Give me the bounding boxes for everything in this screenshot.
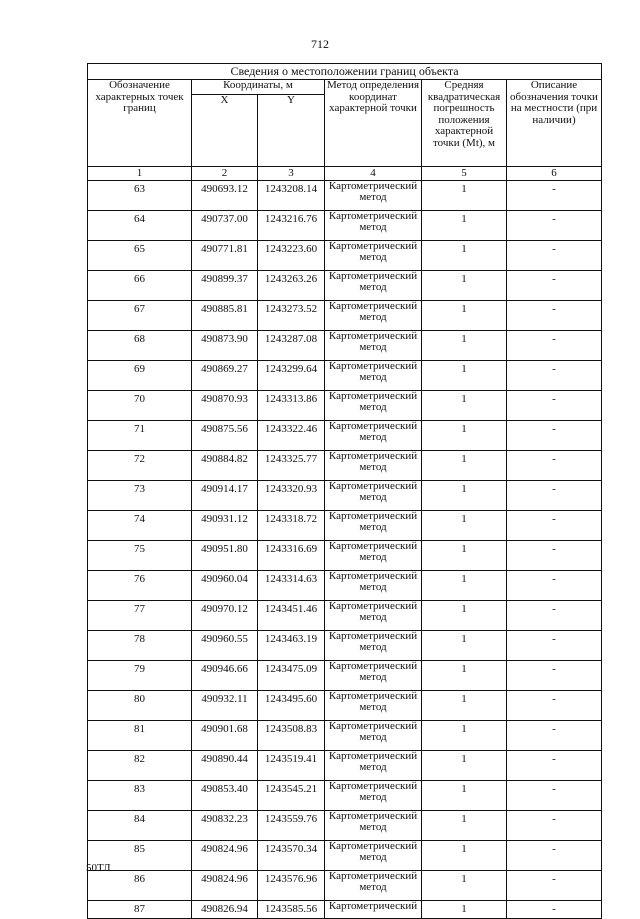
table-row: [88, 721, 602, 751]
cell-description: -: [507, 751, 602, 781]
cell-point-id: 63: [88, 181, 192, 211]
cell-x: 490970.12: [192, 601, 258, 631]
cell-point-id: 83: [88, 781, 192, 811]
cell-y: 1243216.76: [258, 211, 325, 241]
table-row: [88, 421, 602, 451]
cell-point-id: 80: [88, 691, 192, 721]
table-row: [88, 571, 602, 601]
cell-description: -: [507, 721, 602, 751]
cell-method: Картометрический метод: [325, 511, 422, 541]
cell-description: -: [507, 631, 602, 661]
cell-accuracy: 1: [422, 211, 507, 241]
cell-accuracy: 1: [422, 511, 507, 541]
cell-accuracy: 1: [422, 391, 507, 421]
cell-method: Картометрический метод: [325, 781, 422, 811]
cell-y: 1243570.34: [258, 841, 325, 871]
table-row: [88, 601, 602, 631]
cell-point-id: 69: [88, 361, 192, 391]
cell-description: -: [507, 571, 602, 601]
cell-accuracy: 1: [422, 721, 507, 751]
cell-y: 1243576.96: [258, 871, 325, 901]
boundary-table-container: [87, 63, 601, 919]
cell-method: Картометрический метод: [325, 871, 422, 901]
table-row: [88, 211, 602, 241]
cell-point-id: 86: [88, 871, 192, 901]
cell-y: 1243508.83: [258, 721, 325, 751]
cell-method: Картометрический метод: [325, 331, 422, 361]
cell-accuracy: 1: [422, 271, 507, 301]
cell-method: Картометрический метод: [325, 301, 422, 331]
cell-x: 490853.40: [192, 781, 258, 811]
cell-y: 1243273.52: [258, 301, 325, 331]
cell-y: 1243313.86: [258, 391, 325, 421]
table-caption: Сведения о местоположении границ объекта: [88, 64, 602, 80]
cell-accuracy: 1: [422, 841, 507, 871]
cell-description: -: [507, 301, 602, 331]
cell-x: 490931.12: [192, 511, 258, 541]
cell-description: -: [507, 841, 602, 871]
header-description: Описание обозначения точки на местности (при наличии): [507, 80, 602, 167]
cell-method: Картометрический метод: [325, 661, 422, 691]
table-row: [88, 481, 602, 511]
table-row: [88, 331, 602, 361]
cell-description: -: [507, 451, 602, 481]
cell-accuracy: 1: [422, 451, 507, 481]
table-row: [88, 271, 602, 301]
cell-description: -: [507, 241, 602, 271]
cell-accuracy: 1: [422, 241, 507, 271]
cell-description: -: [507, 511, 602, 541]
header-accuracy: Средняя квадратическая погрешность положения характерной точки (Mt), м: [422, 80, 507, 167]
cell-y: 1243451.46: [258, 601, 325, 631]
cell-x: 490826.94: [192, 901, 258, 919]
cell-method: Картометрический метод: [325, 451, 422, 481]
cell-method: Картометрический метод: [325, 361, 422, 391]
cell-y: 1243263.26: [258, 271, 325, 301]
table-row: [88, 631, 602, 661]
cell-accuracy: 1: [422, 541, 507, 571]
cell-method: Картометрический метод: [325, 841, 422, 871]
cell-description: -: [507, 211, 602, 241]
cell-point-id: 78: [88, 631, 192, 661]
cell-method: Картометрический метод: [325, 541, 422, 571]
cell-x: 490873.90: [192, 331, 258, 361]
table-row: [88, 781, 602, 811]
cell-description: -: [507, 421, 602, 451]
cell-x: 490771.81: [192, 241, 258, 271]
cell-x: 490890.44: [192, 751, 258, 781]
cell-description: -: [507, 481, 602, 511]
column-number: 4: [325, 167, 422, 181]
table-body: [88, 181, 602, 919]
cell-accuracy: 1: [422, 691, 507, 721]
cell-accuracy: 1: [422, 601, 507, 631]
cell-y: 1243559.76: [258, 811, 325, 841]
cell-point-id: 71: [88, 421, 192, 451]
cell-x: 490901.68: [192, 721, 258, 751]
table-row: [88, 241, 602, 271]
header-y: Y: [258, 95, 325, 167]
column-number: 1: [88, 167, 192, 181]
cell-y: 1243223.60: [258, 241, 325, 271]
table-row: [88, 391, 602, 421]
cell-description: -: [507, 601, 602, 631]
cell-method: Картометрический метод: [325, 571, 422, 601]
cell-accuracy: 1: [422, 631, 507, 661]
cell-point-id: 68: [88, 331, 192, 361]
column-number-row: [88, 167, 602, 181]
header-x: X: [192, 95, 258, 167]
cell-method: Картометрический метод: [325, 391, 422, 421]
cell-x: 490885.81: [192, 301, 258, 331]
cell-method: Картометрический метод: [325, 721, 422, 751]
cell-description: -: [507, 661, 602, 691]
table-row: [88, 811, 602, 841]
cell-point-id: 77: [88, 601, 192, 631]
cell-x: 490914.17: [192, 481, 258, 511]
cell-y: 1243320.93: [258, 481, 325, 511]
cell-x: 490832.23: [192, 811, 258, 841]
cell-y: 1243325.77: [258, 451, 325, 481]
cell-x: 490946.66: [192, 661, 258, 691]
cell-method: Картометрический метод: [325, 751, 422, 781]
header-point-designation: Обозначение характерных точек границ: [88, 80, 192, 167]
cell-method: Картометрический метод: [325, 631, 422, 661]
cell-accuracy: 1: [422, 361, 507, 391]
cell-x: 490824.96: [192, 841, 258, 871]
cell-point-id: 65: [88, 241, 192, 271]
cell-accuracy: 1: [422, 751, 507, 781]
table-row: [88, 181, 602, 211]
cell-accuracy: 1: [422, 301, 507, 331]
cell-x: 490875.56: [192, 421, 258, 451]
cell-accuracy: 1: [422, 481, 507, 511]
cell-point-id: 73: [88, 481, 192, 511]
cell-x: 490951.80: [192, 541, 258, 571]
cell-method: Картометрический: [325, 901, 422, 919]
cell-y: 1243322.46: [258, 421, 325, 451]
cell-description: -: [507, 871, 602, 901]
table-row: [88, 841, 602, 871]
cell-point-id: 84: [88, 811, 192, 841]
cell-description: -: [507, 271, 602, 301]
cell-accuracy: 1: [422, 661, 507, 691]
cell-method: Картометрический метод: [325, 691, 422, 721]
cell-method: Картометрический метод: [325, 271, 422, 301]
cell-y: 1243287.08: [258, 331, 325, 361]
cell-y: 1243314.63: [258, 571, 325, 601]
page-number: 712: [311, 37, 329, 51]
table-row: [88, 661, 602, 691]
cell-point-id: 70: [88, 391, 192, 421]
table-row: [88, 901, 602, 919]
cell-method: Картометрический метод: [325, 601, 422, 631]
cell-method: Картометрический метод: [325, 421, 422, 451]
cell-method: Картометрический метод: [325, 481, 422, 511]
cell-method: Картометрический метод: [325, 241, 422, 271]
cell-method: Картометрический метод: [325, 211, 422, 241]
cell-description: -: [507, 181, 602, 211]
cell-y: 1243475.09: [258, 661, 325, 691]
cell-accuracy: 1: [422, 871, 507, 901]
cell-point-id: 74: [88, 511, 192, 541]
cell-description: -: [507, 331, 602, 361]
table-row: [88, 871, 602, 901]
cell-y: 1243463.19: [258, 631, 325, 661]
cell-x: 490884.82: [192, 451, 258, 481]
header-method: Метод определения координат характерной точки: [325, 80, 422, 167]
cell-point-id: 87: [88, 901, 192, 919]
table-row: [88, 301, 602, 331]
cell-method: Картометрический метод: [325, 181, 422, 211]
column-number: 5: [422, 167, 507, 181]
column-number: 2: [192, 167, 258, 181]
cell-description: -: [507, 391, 602, 421]
cell-x: 490932.11: [192, 691, 258, 721]
cell-point-id: 82: [88, 751, 192, 781]
cell-point-id: 76: [88, 571, 192, 601]
cell-point-id: 75: [88, 541, 192, 571]
cell-y: 1243316.69: [258, 541, 325, 571]
boundary-coordinates-table: [87, 63, 602, 919]
cell-description: -: [507, 541, 602, 571]
cell-description: -: [507, 811, 602, 841]
cell-x: 490693.12: [192, 181, 258, 211]
table-row: [88, 511, 602, 541]
table-row: [88, 451, 602, 481]
cell-accuracy: 1: [422, 811, 507, 841]
cell-y: 1243318.72: [258, 511, 325, 541]
table-row: [88, 691, 602, 721]
cell-accuracy: 1: [422, 331, 507, 361]
table-row: [88, 751, 602, 781]
cell-y: 1243495.60: [258, 691, 325, 721]
table-row: [88, 361, 602, 391]
cell-accuracy: 1: [422, 421, 507, 451]
cell-point-id: 67: [88, 301, 192, 331]
cell-y: 1243299.64: [258, 361, 325, 391]
cell-accuracy: 1: [422, 781, 507, 811]
cell-x: 490869.27: [192, 361, 258, 391]
cell-point-id: 79: [88, 661, 192, 691]
cell-point-id: 66: [88, 271, 192, 301]
column-number: 3: [258, 167, 325, 181]
cell-method: Картометрический метод: [325, 811, 422, 841]
cell-point-id: 85: [88, 841, 192, 871]
cell-accuracy: 1: [422, 571, 507, 601]
cell-x: 490960.55: [192, 631, 258, 661]
cell-description: -: [507, 901, 602, 919]
table-row: [88, 541, 602, 571]
cell-y: 1243585.56: [258, 901, 325, 919]
header-coordinates: Координаты, м: [192, 80, 325, 95]
cell-x: 490960.04: [192, 571, 258, 601]
cell-x: 490870.93: [192, 391, 258, 421]
cell-y: 1243519.41: [258, 751, 325, 781]
footer-label: 50ТЛ: [86, 862, 111, 874]
cell-y: 1243208.14: [258, 181, 325, 211]
cell-x: 490824.96: [192, 871, 258, 901]
cell-point-id: 81: [88, 721, 192, 751]
cell-description: -: [507, 691, 602, 721]
cell-description: -: [507, 361, 602, 391]
cell-point-id: 64: [88, 211, 192, 241]
cell-point-id: 72: [88, 451, 192, 481]
cell-accuracy: 1: [422, 181, 507, 211]
cell-y: 1243545.21: [258, 781, 325, 811]
cell-x: 490899.37: [192, 271, 258, 301]
column-number: 6: [507, 167, 602, 181]
cell-description: -: [507, 781, 602, 811]
cell-x: 490737.00: [192, 211, 258, 241]
cell-accuracy: 1: [422, 901, 507, 919]
